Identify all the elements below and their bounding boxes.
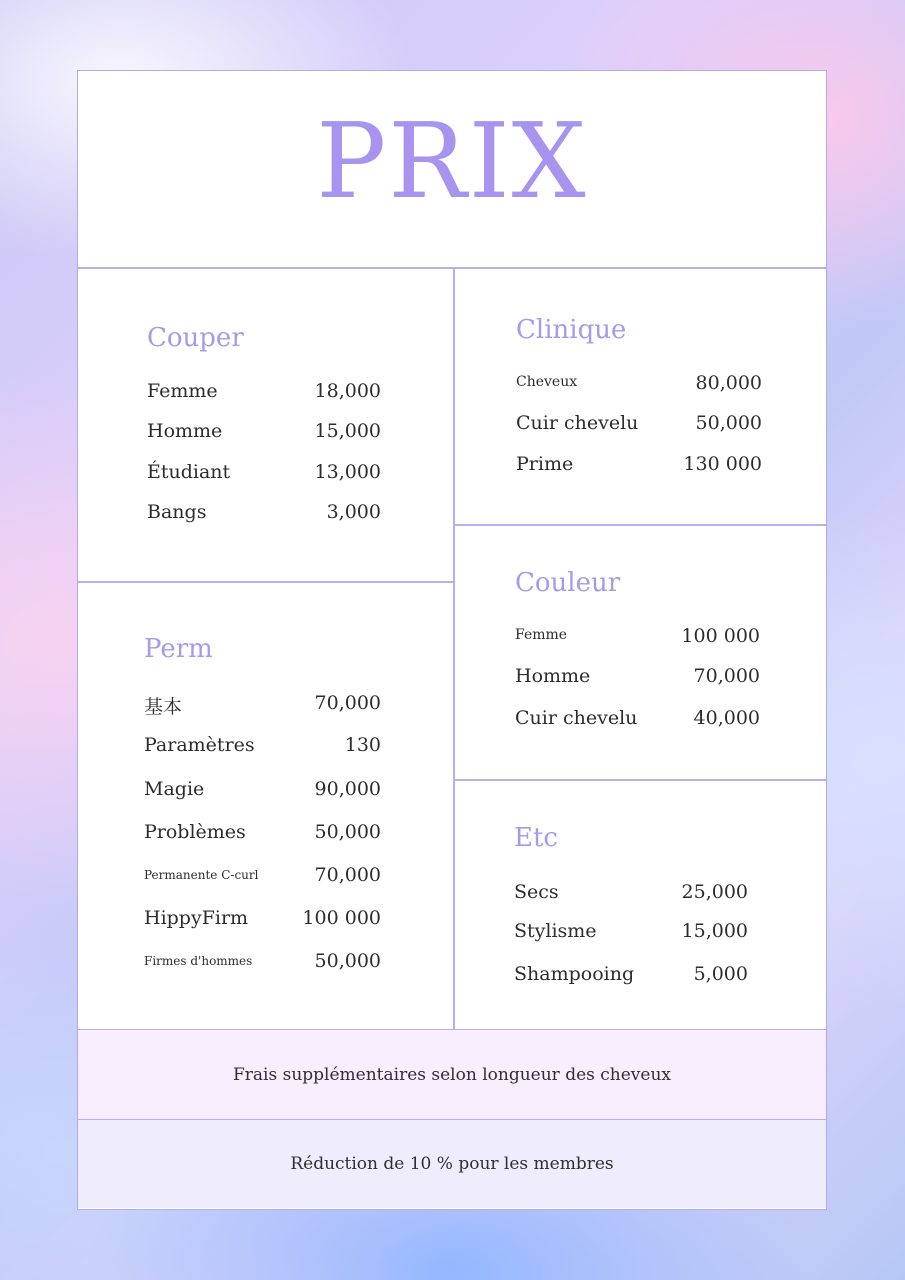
service-label: Homme — [515, 665, 591, 687]
section-couper — [147, 323, 381, 523]
price-row — [144, 692, 381, 722]
divider-couper-perm — [78, 581, 454, 583]
price-row — [514, 920, 748, 950]
service-price: 5,000 — [693, 963, 748, 985]
service-price: 70,000 — [314, 864, 381, 886]
section-title-perm: Perm — [144, 634, 213, 664]
service-label: Firmes d'hommes — [144, 954, 253, 968]
price-row — [147, 461, 381, 491]
service-price: 18,000 — [314, 380, 381, 402]
price-row — [516, 372, 762, 402]
service-price: 50,000 — [314, 821, 381, 843]
divider-clinique-couleur — [454, 524, 826, 526]
section-title-couleur: Couleur — [515, 568, 621, 598]
price-row — [144, 950, 381, 980]
service-price: 50,000 — [695, 412, 762, 434]
section-clinique — [516, 315, 762, 485]
service-price: 130 — [344, 734, 381, 756]
service-price: 100 000 — [302, 907, 381, 929]
service-label: Étudiant — [147, 461, 231, 483]
note-member-discount — [78, 1119, 826, 1208]
service-price: 70,000 — [693, 665, 760, 687]
service-price: 13,000 — [314, 461, 381, 483]
service-label: Shampooing — [514, 963, 635, 985]
divider-header — [78, 267, 826, 269]
section-couleur — [515, 568, 760, 738]
price-row — [515, 625, 760, 655]
price-row — [144, 864, 381, 894]
page-title: PRIX — [316, 100, 588, 222]
price-row — [147, 380, 381, 410]
service-label: Cuir chevelu — [516, 412, 639, 434]
divider-vertical — [453, 267, 455, 1033]
service-label: 基本 — [144, 696, 183, 718]
section-perm — [144, 634, 381, 974]
price-row — [144, 778, 381, 808]
service-price: 100 000 — [681, 625, 760, 647]
note-length-fee-text: Frais supplémentaires selon longueur des cheveux — [232, 1065, 671, 1085]
service-label: Paramètres — [144, 734, 255, 756]
service-price: 25,000 — [681, 881, 748, 903]
price-card — [77, 70, 827, 1210]
price-row — [147, 420, 381, 450]
price-row — [144, 907, 381, 937]
section-etc — [514, 823, 748, 993]
service-label: Cuir chevelu — [515, 707, 638, 729]
service-price: 130 000 — [683, 453, 762, 475]
service-price: 90,000 — [314, 778, 381, 800]
price-row — [514, 963, 748, 993]
note-member-discount-text: Réduction de 10 % pour les membres — [290, 1154, 614, 1174]
service-label: Problèmes — [144, 821, 246, 843]
service-label: Prime — [516, 453, 574, 475]
price-row — [514, 881, 748, 911]
service-price: 40,000 — [693, 707, 760, 729]
price-row — [515, 665, 760, 695]
note-length-fee — [78, 1029, 826, 1119]
price-row — [147, 501, 381, 531]
service-label: Cheveux — [516, 374, 578, 390]
service-label: Magie — [144, 778, 205, 800]
service-price: 50,000 — [314, 950, 381, 972]
service-label: Stylisme — [514, 920, 597, 942]
service-price: 15,000 — [681, 920, 748, 942]
price-row — [516, 412, 762, 442]
service-price: 70,000 — [314, 692, 381, 714]
service-price: 15,000 — [314, 420, 381, 442]
price-row — [144, 734, 381, 764]
section-title-etc: Etc — [514, 823, 558, 853]
price-row — [516, 453, 762, 483]
price-row — [144, 821, 381, 851]
divider-couleur-etc — [454, 779, 826, 781]
service-label: HippyFirm — [144, 907, 249, 929]
service-label: Bangs — [147, 501, 207, 523]
service-label: Femme — [147, 380, 218, 402]
service-label: Secs — [514, 881, 559, 903]
service-label: Homme — [147, 420, 223, 442]
service-price: 3,000 — [326, 501, 381, 523]
service-price: 80,000 — [695, 372, 762, 394]
price-row — [515, 707, 760, 737]
service-label: Permanente C-curl — [144, 868, 259, 882]
section-title-couper: Couper — [147, 323, 244, 353]
section-title-clinique: Clinique — [516, 315, 627, 345]
service-label: Femme — [515, 627, 568, 643]
